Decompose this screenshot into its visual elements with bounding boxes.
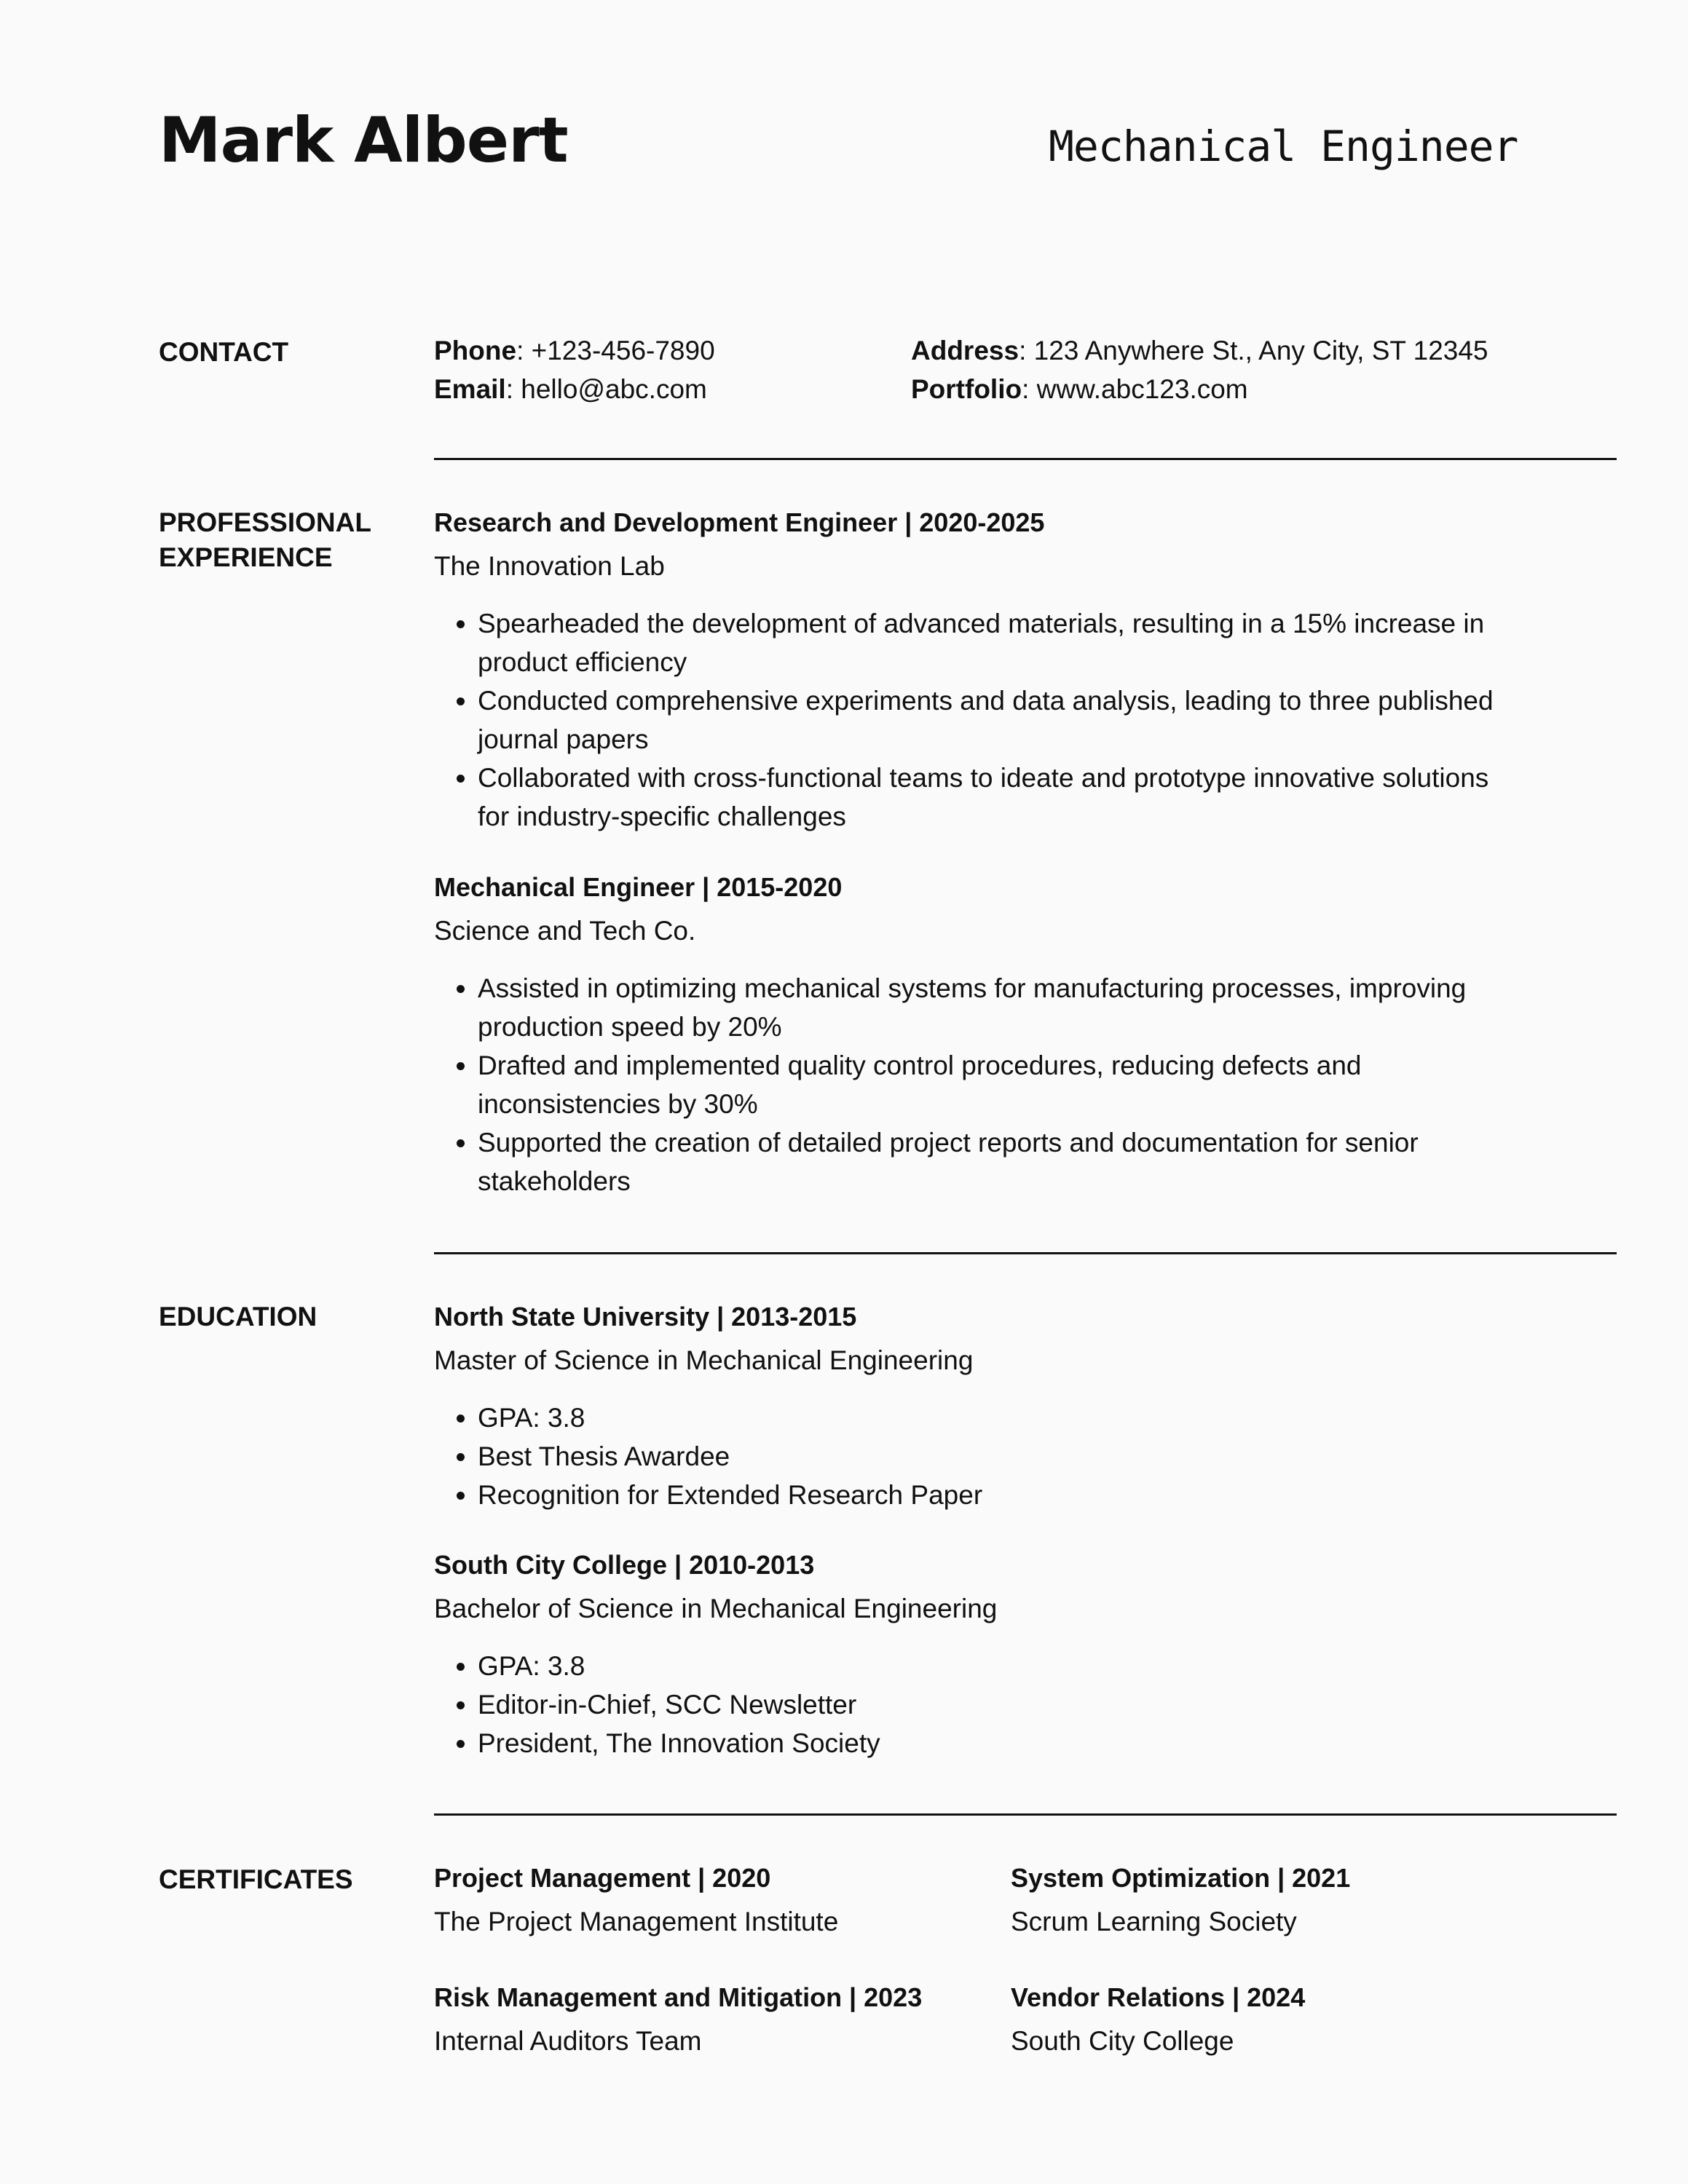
list-item: • Spearheaded the development of advanced materials, resulting in a 15% increase in product efficiency — [478, 604, 1526, 681]
list-item: • Best Thesis Awardee — [478, 1437, 1526, 1476]
section-label-education: EDUCATION — [159, 1302, 318, 1332]
certificate-item — [1011, 1976, 1564, 2063]
job-title: Research and Development Engineer | 2020-2025 — [434, 507, 1045, 537]
education-school-2 — [434, 1543, 1526, 1762]
certificate-issuer: Internal Auditors Team — [434, 2026, 702, 2056]
experience-job-2 — [434, 866, 1526, 1200]
divider-education — [434, 1813, 1617, 1816]
contact-email: Email: hello@abc.com — [434, 374, 707, 404]
certificate-title: System Optimization | 2021 — [1011, 1863, 1351, 1893]
school-title: South City College | 2010-2013 — [434, 1550, 815, 1580]
address-label: Address — [911, 336, 1019, 365]
experience-job-1 — [434, 501, 1526, 836]
section-label-contact: CONTACT — [159, 337, 289, 367]
list-item: • GPA: 3.8 — [478, 1647, 1526, 1685]
list-item: • Editor-in-Chief, SCC Newsletter — [478, 1685, 1526, 1724]
list-item: • Supported the creation of detailed project reports and documentation for senior stakeholders — [478, 1123, 1526, 1200]
certificate-item — [434, 1976, 987, 2063]
section-label-experience — [159, 505, 371, 575]
job-bullets — [434, 604, 1526, 836]
email-value: hello@abc.com — [521, 374, 707, 404]
contact-portfolio: Portfolio: www.abc123.com — [911, 374, 1248, 404]
school-degree: Master of Science in Mechanical Engineering — [434, 1345, 974, 1375]
school-bullets — [434, 1398, 1526, 1514]
certificate-issuer: South City College — [1011, 2026, 1234, 2056]
school-title: North State University | 2013-2015 — [434, 1302, 857, 1332]
list-item: • Assisted in optimizing mechanical systems for manufacturing processes, improving production speed by 20% — [478, 969, 1526, 1046]
email-label: Email — [434, 374, 506, 404]
certificate-title: Project Management | 2020 — [434, 1863, 771, 1893]
experience-label-line2: EXPERIENCE — [159, 542, 333, 572]
portfolio-value: www.abc123.com — [1036, 374, 1248, 404]
certificate-issuer: The Project Management Institute — [434, 1907, 839, 1936]
certificate-item — [1011, 1856, 1564, 1944]
list-item: • President, The Innovation Society — [478, 1724, 1526, 1762]
list-item: • Conducted comprehensive experiments and data analysis, leading to three published journal papers — [478, 681, 1526, 759]
address-value: 123 Anywhere St., Any City, ST 12345 — [1033, 336, 1488, 365]
contact-phone: Phone: +123-456-7890 — [434, 336, 715, 365]
certificate-title: Vendor Relations | 2024 — [1011, 1982, 1306, 2012]
resume-job-title: Mechanical Engineer — [1049, 122, 1518, 171]
job-title: Mechanical Engineer | 2015-2020 — [434, 872, 843, 902]
list-item: • Collaborated with cross-functional teams to ideate and prototype innovative solutions for industry-specific challenges — [478, 759, 1526, 836]
contact-col-right — [911, 331, 1488, 408]
divider-contact — [434, 458, 1617, 460]
job-org: Science and Tech Co. — [434, 916, 696, 946]
contact-address: Address: 123 Anywhere St., Any City, ST 12345 — [911, 336, 1488, 365]
list-item: • Recognition for Extended Research Paper — [478, 1476, 1526, 1514]
job-org: The Innovation Lab — [434, 551, 665, 581]
divider-experience — [434, 1252, 1617, 1254]
resume-name: Mark Albert — [159, 104, 568, 177]
section-label-certificates: CERTIFICATES — [159, 1864, 353, 1894]
list-item: • Drafted and implemented quality control procedures, reducing defects and inconsistencies by 30% — [478, 1046, 1526, 1123]
job-bullets — [434, 969, 1526, 1200]
experience-label-line1: PROFESSIONAL — [159, 507, 371, 537]
certificate-item — [434, 1856, 987, 1944]
certificate-issuer: Scrum Learning Society — [1011, 1907, 1297, 1936]
school-degree: Bachelor of Science in Mechanical Engineering — [434, 1594, 998, 1623]
education-school-1 — [434, 1295, 1526, 1514]
school-bullets — [434, 1647, 1526, 1762]
certificate-title: Risk Management and Mitigation | 2023 — [434, 1982, 923, 2012]
list-item: • GPA: 3.8 — [478, 1398, 1526, 1437]
portfolio-label: Portfolio — [911, 374, 1022, 404]
phone-label: Phone — [434, 336, 517, 365]
phone-value: +123-456-7890 — [531, 336, 715, 365]
contact-col-left — [434, 331, 715, 408]
